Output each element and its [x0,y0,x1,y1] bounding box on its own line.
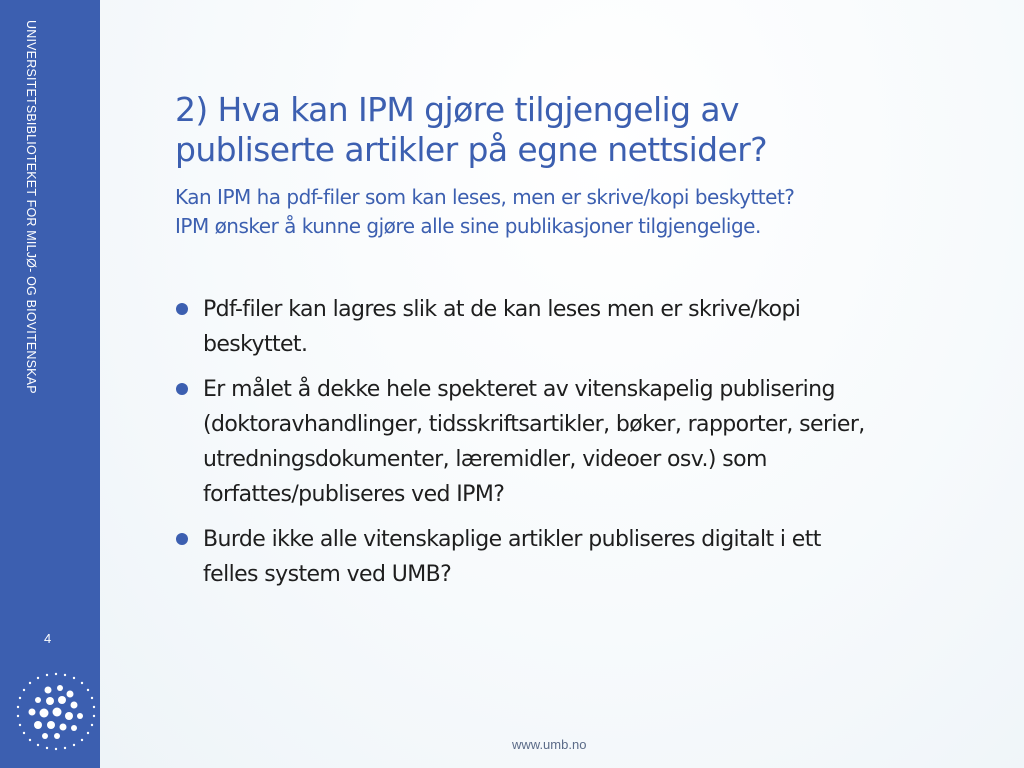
page-number: 4 [44,631,52,646]
umb-dotted-logo-icon [12,668,100,756]
footer-url: www.umb.no [512,737,587,752]
bullet-text-line: Pdf-filer kan lagres slik at de kan leses men er skrive/kopi [203,297,801,322]
slide-title [175,90,975,170]
bullet-text-line: Er målet å dekke hele spekteret av vitenskapelig publisering [203,377,835,402]
slide-subtitle-line: IPM ønsker å kunne gjøre alle sine publikasjoner tilgjengelige. [175,214,761,238]
bullet-list [175,292,975,602]
slide-title-line: publiserte artikler på egne nettsider? [175,130,768,169]
bullet-text-line: forfattes/publiseres ved IPM? [203,482,505,507]
slide-subtitle-line: Kan IPM ha pdf-filer som kan leses, men er skrive/kopi beskyttet? [175,185,795,209]
bullet-dot-icon [176,383,188,395]
bullet-text-line: felles system ved UMB? [203,562,452,587]
institution-name: UNIVERSITETSBIBLIOTEKET FOR MILJØ- OG BIOVITENSKAP [24,20,38,394]
bullet-item [175,522,975,592]
bullet-dot-icon [176,303,188,315]
bullet-text-line: Burde ikke alle vitenskaplige artikler publiseres digitalt i ett [203,527,821,552]
bullet-text-line: beskyttet. [203,332,308,357]
bullet-dot-icon [176,533,188,545]
sidebar [0,0,100,768]
bullet-text-line: utredningsdokumenter, læremidler, videoer osv.) som [203,447,767,472]
bullet-item [175,372,975,512]
bullet-item [175,292,975,362]
bullet-text-line: (doktoravhandlinger, tidsskriftsartikler, bøker, rapporter, serier, [203,412,865,437]
slide-title-line: 2) Hva kan IPM gjøre tilgjengelig av [175,90,739,129]
slide-subtitle [175,183,995,241]
